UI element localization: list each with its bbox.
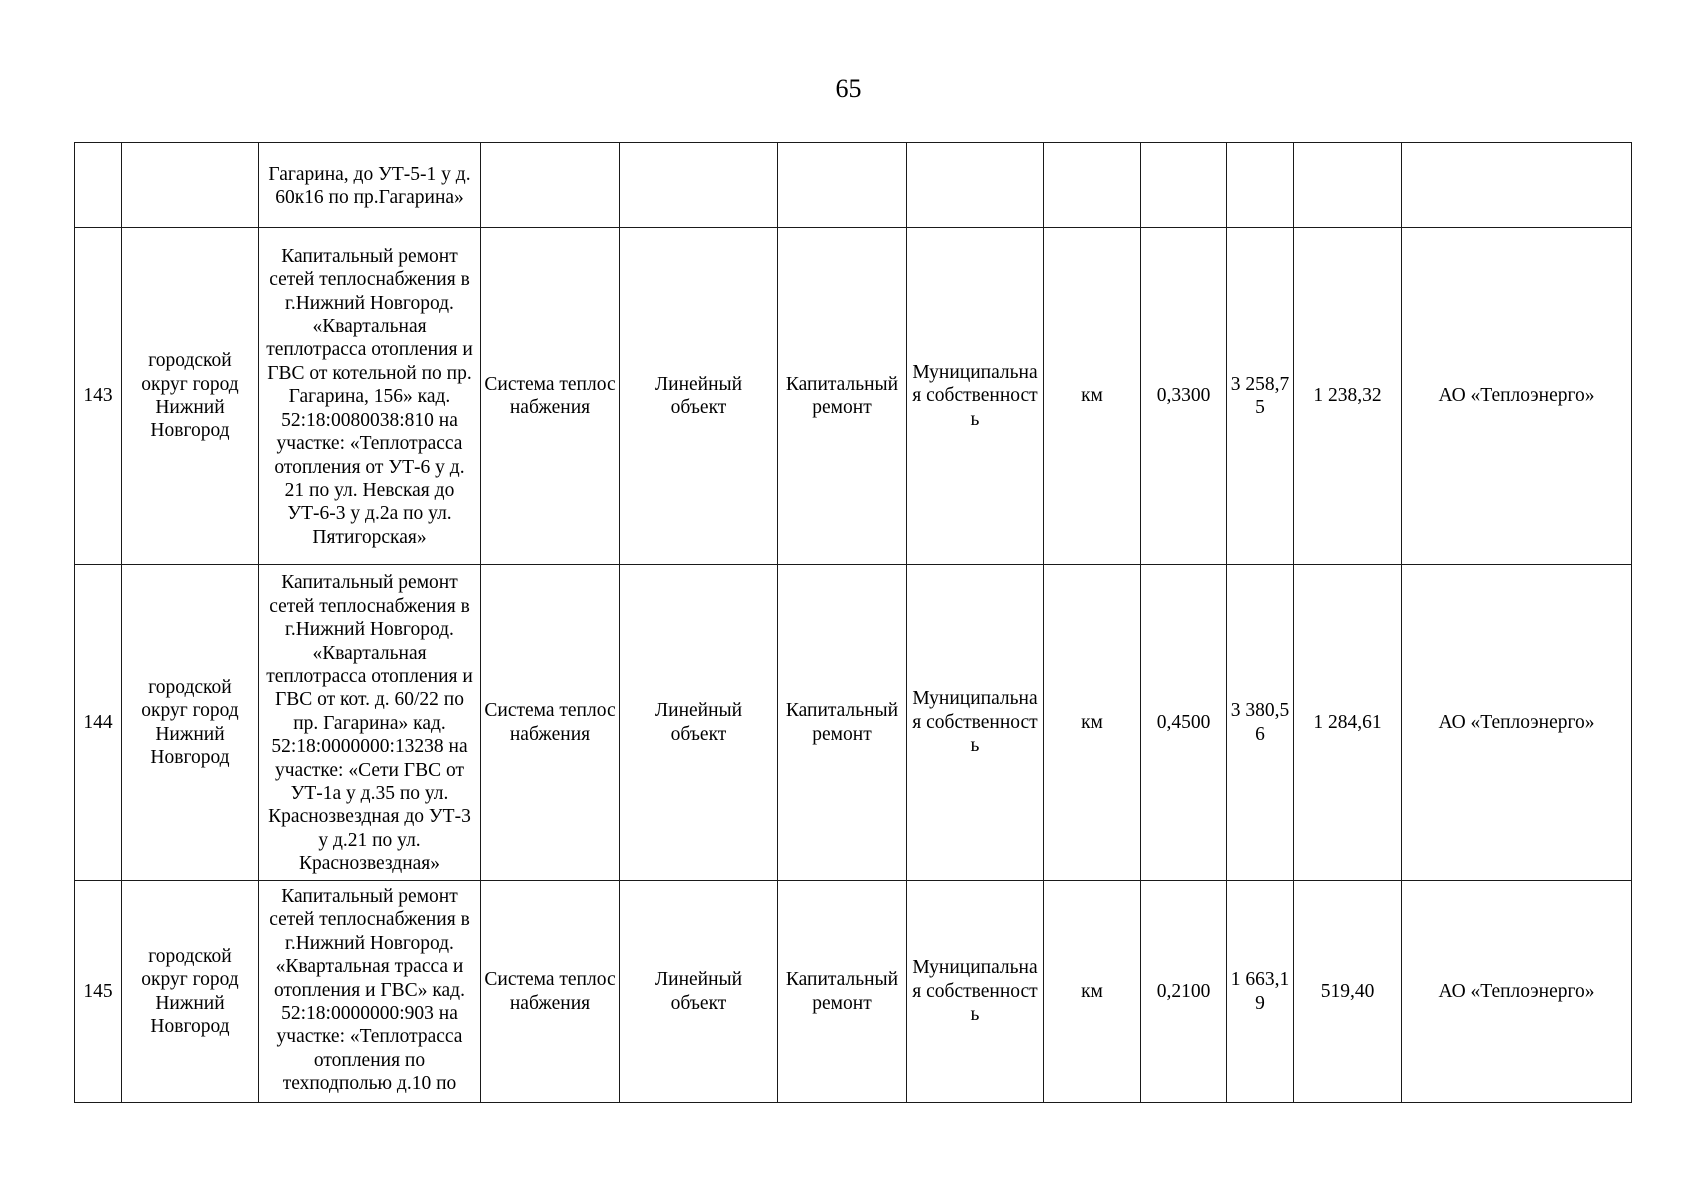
cell-length: 0,2100 [1141, 881, 1227, 1103]
cell-district: городской округ город Нижний Новгород [122, 565, 259, 881]
cell-cost: 3 380,56 [1227, 565, 1294, 881]
cell-unit: км [1044, 881, 1141, 1103]
table-row [75, 881, 1632, 1103]
cell-organization: АО «Теплоэнерго» [1402, 565, 1632, 881]
cell-num: 145 [75, 881, 122, 1103]
cell-object-type: Линейный объект [620, 565, 778, 881]
cell-ownership: Муниципальная собственность [907, 565, 1044, 881]
cell-district: городской округ город Нижний Новгород [122, 228, 259, 565]
cell-amount: 1 284,61 [1294, 565, 1402, 881]
cell-work-type: Капитальный ремонт [778, 881, 907, 1103]
cell-unit: км [1044, 228, 1141, 565]
cell-object-type: Линейный объект [620, 228, 778, 565]
cell-length: 0,3300 [1141, 228, 1227, 565]
cell-district: городской округ город Нижний Новгород [122, 881, 259, 1103]
cell-description: Капитальный ремонт сетей теплоснабжения в г.Нижний Новгород. «Квартальная трасса и отопления и ГВС» кад. 52:18:0000000:903 на участке: «Теплотрасса отопления по техподполью д.10 по [259, 881, 481, 1103]
table-row [75, 228, 1632, 565]
cell-system: Система теплоснабжения [481, 228, 620, 565]
cell-system: Система теплоснабжения [481, 881, 620, 1103]
cell-object-type [620, 143, 778, 228]
cell-amount [1294, 143, 1402, 228]
cell-description: Капитальный ремонт сетей теплоснабжения в г.Нижний Новгород. «Квартальная теплотрасса отопления и ГВС от котельной по пр. Гагарина, 156» кад. 52:18:0080038:810 на участке: «Теплотрасса отопления от УТ-6 у д. 21 по ул. Невская до УТ-6-3 у д.2а по ул. Пятигорская» [259, 228, 481, 565]
cell-amount: 519,40 [1294, 881, 1402, 1103]
cell-cost: 3 258,75 [1227, 228, 1294, 565]
cell-object-type: Линейный объект [620, 881, 778, 1103]
cell-num: 143 [75, 228, 122, 565]
cell-ownership: Муниципальная собственность [907, 228, 1044, 565]
cell-num: 144 [75, 565, 122, 881]
cell-unit: км [1044, 565, 1141, 881]
cell-cost [1227, 143, 1294, 228]
cell-amount: 1 238,32 [1294, 228, 1402, 565]
cell-ownership: Муниципальная собственность [907, 881, 1044, 1103]
cell-work-type [778, 143, 907, 228]
cell-work-type: Капитальный ремонт [778, 228, 907, 565]
cell-unit [1044, 143, 1141, 228]
cell-district [122, 143, 259, 228]
cell-work-type: Капитальный ремонт [778, 565, 907, 881]
cell-organization [1402, 143, 1632, 228]
table-row [75, 143, 1632, 228]
cell-organization: АО «Теплоэнерго» [1402, 228, 1632, 565]
cell-cost: 1 663,19 [1227, 881, 1294, 1103]
cell-system: Система теплоснабжения [481, 565, 620, 881]
page-number: 65 [835, 74, 862, 103]
works-table [74, 142, 1632, 1103]
table-row [75, 565, 1632, 881]
cell-system [481, 143, 620, 228]
cell-description: Гагарина, до УТ-5-1 у д. 60к16 по пр.Гагарина» [259, 143, 481, 228]
cell-length [1141, 143, 1227, 228]
cell-ownership [907, 143, 1044, 228]
cell-num [75, 143, 122, 228]
cell-description: Капитальный ремонт сетей теплоснабжения в г.Нижний Новгород. «Квартальная теплотрасса отопления и ГВС от кот. д. 60/22 по пр. Гагарина» кад. 52:18:0000000:13238 на участке: «Сети ГВС от УТ-1а у д.35 по ул. Краснозвездная до УТ-3 у д.21 по ул. Краснозвездная» [259, 565, 481, 881]
cell-length: 0,4500 [1141, 565, 1227, 881]
cell-organization: АО «Теплоэнерго» [1402, 881, 1632, 1103]
